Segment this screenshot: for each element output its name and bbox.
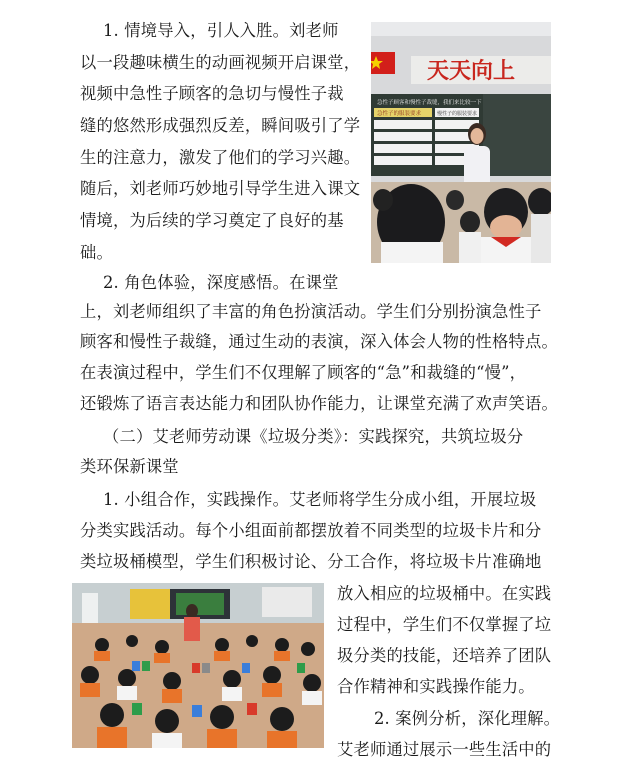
paragraph-line: 过程中，学生们不仅掌握了垃 xyxy=(337,615,552,634)
paragraph-line: 类垃圾桶模型，学生们积极讨论、分工合作，将垃圾卡片准确地 xyxy=(80,552,542,571)
paragraph-line: 缝的悠然形成强烈反差，瞬间吸引了学 xyxy=(80,116,361,135)
paragraph-line: 1. 小组合作，实践操作。艾老师将学生分成小组，开展垃圾 xyxy=(103,490,537,509)
classroom-photo xyxy=(371,22,551,263)
section-heading: （二）艾老师劳动课《垃圾分类》：实践探究，共筑垃圾分 xyxy=(103,427,524,446)
svg-text:慢性子的服装要求: 慢性子的服装要求 xyxy=(437,111,478,117)
paragraph-line: 顾客和慢性子裁缝，通过生动的表演，深入体会人物的性格特点。 xyxy=(80,332,558,351)
svg-text:急性子顾客和慢性子裁缝，我们来比较一下: 急性子顾客和慢性子裁缝，我们来比较一下 xyxy=(377,100,482,106)
paragraph-line: 在表演过程中，学生们不仅理解了顾客的“急”和裁缝的“慢”， xyxy=(80,363,527,382)
paragraph-line: 放入相应的垃圾桶中。在实践 xyxy=(337,584,552,603)
paragraph-line: 视频中急性子顾客的急切与慢性子裁 xyxy=(80,84,344,103)
paragraph-line: 1. 情境导入，引人入胜。刘老师 xyxy=(103,21,339,40)
paragraph-line: 2. 角色体验，深度感悟。在课堂 xyxy=(103,273,339,292)
paragraph-line: 2. 案例分析，深化理解。 xyxy=(374,709,561,728)
paragraph-line: 合作精神和实践操作能力。 xyxy=(337,677,535,696)
paragraph-line: 艾老师通过展示一些生活中的 xyxy=(337,740,552,759)
paragraph-line: 以一段趣味横生的动画视频开启课堂， xyxy=(80,53,361,72)
paragraph-line: 还锻炼了语言表达能力和团队协作能力，让课堂充满了欢声笑语。 xyxy=(80,394,558,413)
paragraph-line: 生的注意力，激发了他们的学习兴趣。 xyxy=(80,148,361,167)
paragraph-line: 分类实践活动。每个小组面前都摆放着不同类型的垃圾卡片和分 xyxy=(80,521,542,540)
garbage-sorting-photo xyxy=(72,583,324,748)
paragraph-line: 圾分类的技能，还培养了团队 xyxy=(337,646,552,665)
paragraph-line: 随后，刘老师巧妙地引导学生进入课文 xyxy=(80,179,361,198)
svg-text:天天向上: 天天向上 xyxy=(427,58,516,84)
section-heading: 类环保新课堂 xyxy=(80,457,179,476)
svg-text:急性子的服装要求: 急性子的服装要求 xyxy=(377,111,422,117)
paragraph-line: 础。 xyxy=(80,243,113,262)
classroom-photo-illustration xyxy=(371,22,551,263)
garbage-sorting-illustration xyxy=(72,583,324,748)
paragraph-line: 情境，为后续的学习奠定了良好的基 xyxy=(80,211,344,230)
paragraph-line: 上，刘老师组织了丰富的角色扮演活动。学生们分别扮演急性子 xyxy=(80,302,542,321)
